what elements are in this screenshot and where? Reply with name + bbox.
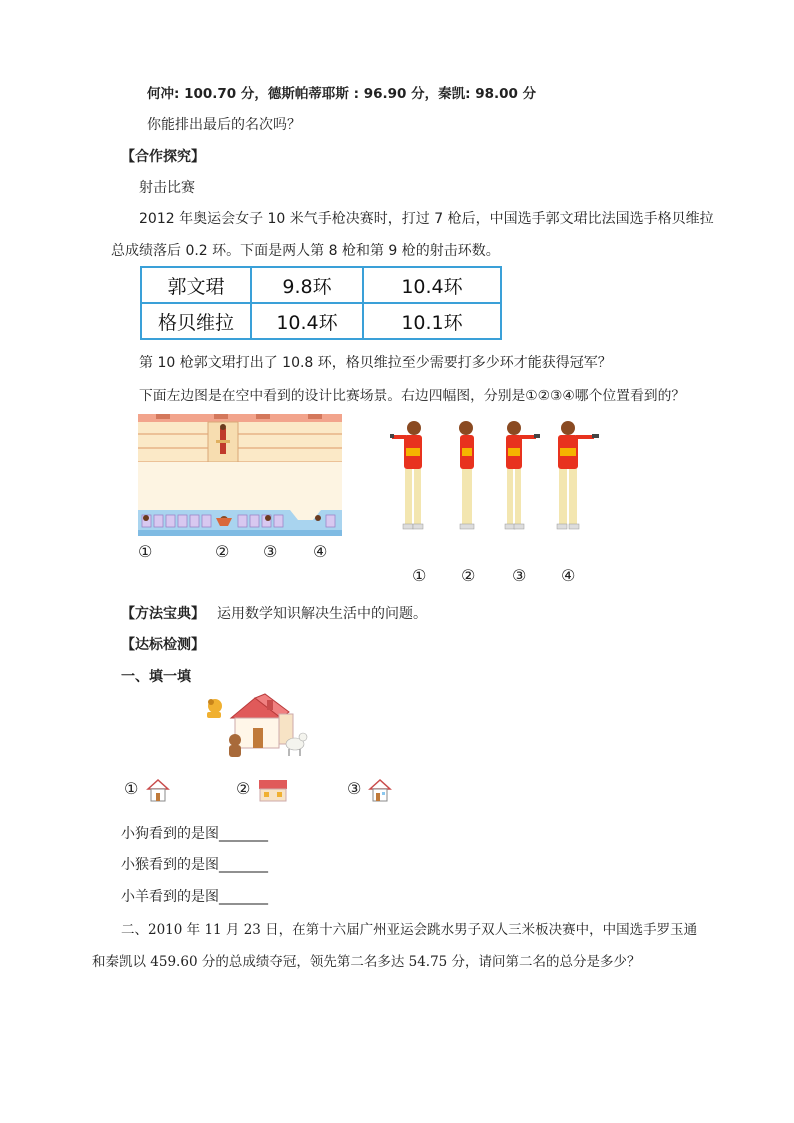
table-cell: 10.1环 bbox=[363, 303, 501, 339]
explore-subtitle: 射击比赛 bbox=[139, 180, 195, 196]
shooter-label: ④ bbox=[561, 566, 576, 585]
scene-label: ① bbox=[138, 542, 153, 561]
table-cell: 9.8环 bbox=[251, 267, 363, 303]
shooting-score-table bbox=[140, 266, 502, 340]
table-row bbox=[141, 303, 501, 339]
view-question: 下面左边图是在空中看到的设计比赛场景。右边四幅图，分别是①②③④哪个位置看到的？ bbox=[139, 388, 686, 404]
shooting-range-svg bbox=[138, 414, 342, 536]
shooter-views-illustration bbox=[390, 418, 620, 540]
house-option-label: ③ bbox=[347, 779, 362, 798]
section-2-line-1: 二、2010 年 11 月 23 日，在第十六届广州亚运会跳水男子双人三米板决赛中，中国选手罗玉通 bbox=[121, 922, 698, 938]
table-cell: 10.4环 bbox=[251, 303, 363, 339]
house-option-label: ① bbox=[124, 779, 139, 798]
shooter-label: ② bbox=[461, 566, 476, 585]
ranking-question: 你能排出最后的名次吗？ bbox=[147, 117, 301, 133]
scene-label: ③ bbox=[263, 542, 278, 561]
shooter-label: ① bbox=[412, 566, 427, 585]
method-text: 运用数学知识解决生活中的问题。 bbox=[217, 606, 427, 622]
check-heading: 【达标检测】 bbox=[121, 637, 205, 653]
table-cell: 郭文珺 bbox=[141, 267, 251, 303]
explore-paragraph-1: 2012 年奥运会女子 10 米气手枪决赛时，打过 7 枪后，中国选手郭文珺比法国选手格贝维拉 bbox=[139, 211, 714, 227]
explore-heading: 【合作探究】 bbox=[121, 149, 205, 165]
method-heading: 【方法宝典】 bbox=[121, 606, 205, 622]
house-option-1-icon bbox=[146, 778, 170, 802]
tenth-shot-question: 第 10 枪郭文珺打出了 10.8 环，格贝维拉至少需要打多少环才能获得冠军？ bbox=[139, 355, 612, 371]
house-option-3-icon bbox=[368, 778, 392, 802]
house-animals-svg bbox=[203, 692, 313, 760]
explore-paragraph-2: 总成绩落后 0.2 环。下面是两人第 8 枪和第 9 枪的射击环数。 bbox=[111, 243, 500, 259]
house-option-label: ② bbox=[236, 779, 251, 798]
table-row bbox=[141, 267, 501, 303]
section-1-title: 一、填一填 bbox=[121, 669, 191, 685]
section-2-line-2: 和秦凯以 459.60 分的总成绩夺冠，领先第二名多达 54.75 分，请问第二名的总分是多少？ bbox=[92, 954, 641, 970]
table-cell: 10.4环 bbox=[363, 267, 501, 303]
shooter-views-svg bbox=[390, 418, 620, 540]
shooting-range-aerial-illustration bbox=[138, 414, 342, 536]
shooter-figure-4 bbox=[557, 421, 599, 529]
shooter-label: ③ bbox=[512, 566, 527, 585]
scene-label: ② bbox=[215, 542, 230, 561]
scene-label: ④ bbox=[313, 542, 328, 561]
dog-view-blank: 小狗看到的是图_______ bbox=[121, 826, 268, 842]
shooter-figure-2 bbox=[459, 421, 474, 529]
house-option-2-icon bbox=[257, 778, 289, 802]
table-cell: 格贝维拉 bbox=[141, 303, 251, 339]
monkey-view-blank: 小猴看到的是图_______ bbox=[121, 857, 268, 873]
shooter-figure-3 bbox=[505, 421, 540, 529]
goat-view-blank: 小羊看到的是图_______ bbox=[121, 889, 268, 905]
scores-line: 何冲: 100.70 分，德斯帕蒂耶斯 : 96.90 分，秦凯: 98.00 分 bbox=[147, 86, 537, 102]
house-animals-illustration bbox=[203, 692, 313, 760]
shooter-figure-1 bbox=[390, 421, 423, 529]
